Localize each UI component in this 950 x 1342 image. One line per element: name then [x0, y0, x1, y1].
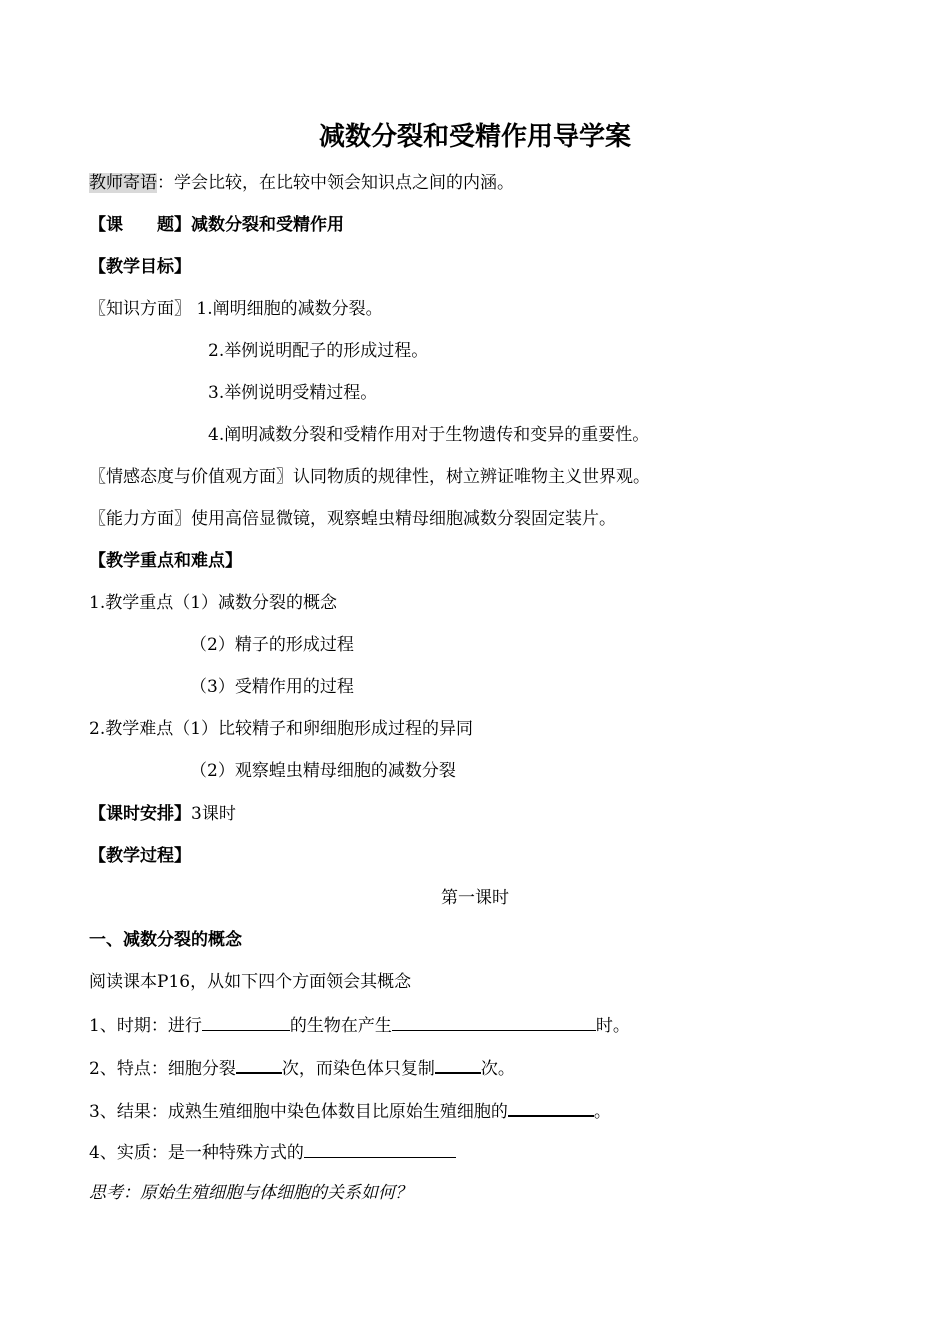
- knowledge-line-1: [89, 298, 383, 320]
- knowledge-item: 4.阐明减数分裂和受精作用对于生物遗传和变异的重要性。: [208, 425, 650, 445]
- difficult-point-item: （2）观察蝗虫精母细胞的减数分裂: [190, 761, 456, 781]
- key-point-item: （3）受精作用的过程: [190, 677, 354, 697]
- reading-instruction: 阅读课本P16，从如下四个方面领会其概念: [89, 972, 412, 992]
- topic-text: 减数分裂和受精作用: [191, 215, 344, 235]
- question-text: 的生物在产生: [289, 1016, 392, 1036]
- ability-goal: 〖能力方面〗使用高倍显微镜，观察蝗虫精母细胞减数分裂固定装片。: [89, 509, 616, 529]
- knowledge-item: 1.阐明细胞的减数分裂。: [196, 299, 383, 319]
- key-points-line-1: [89, 592, 337, 614]
- answer-blank[interactable]: [392, 1013, 596, 1031]
- knowledge-item: 2.举例说明配子的形成过程。: [208, 341, 429, 361]
- question-text: 次，而染色体只复制: [281, 1059, 435, 1079]
- lesson-title: 第一课时: [441, 888, 509, 908]
- question-text: 1、时期：进行: [89, 1016, 202, 1036]
- emotion-goal: 〖情感态度与价值观方面〗认同物质的规律性，树立辨证唯物主义世界观。: [89, 467, 650, 487]
- schedule-label: 【课时安排】: [89, 804, 191, 824]
- question-text: 3、结果：成熟生殖细胞中染色体数目比原始生殖细胞的: [89, 1102, 508, 1122]
- question-period: [89, 1013, 630, 1037]
- question-text: 4、实质：是一种特殊方式的: [89, 1143, 304, 1163]
- answer-blank[interactable]: [508, 1098, 594, 1117]
- key-points-label: 1.教学重点: [89, 593, 174, 613]
- difficult-points-line-1: [89, 718, 473, 740]
- question-text: 次。: [480, 1059, 515, 1079]
- schedule-line: [89, 803, 236, 825]
- teacher-note-label: 教师寄语: [89, 173, 157, 193]
- knowledge-label: 〖知识方面〗: [89, 299, 191, 319]
- difficult-points-label: 2.教学难点: [89, 719, 174, 739]
- question-text: 。: [593, 1102, 611, 1122]
- process-heading: 【教学过程】: [89, 846, 191, 866]
- teacher-note: [89, 172, 514, 194]
- schedule-text: 3课时: [191, 804, 236, 824]
- section-heading: 一、减数分裂的概念: [89, 930, 242, 950]
- key-point-item: （1）减数分裂的概念: [173, 593, 338, 613]
- topic-line: [89, 214, 344, 236]
- answer-blank[interactable]: [304, 1140, 456, 1158]
- answer-blank[interactable]: [435, 1055, 481, 1074]
- question-feature: [89, 1055, 515, 1080]
- key-point-item: （2）精子的形成过程: [190, 635, 354, 655]
- answer-blank[interactable]: [202, 1013, 290, 1031]
- question-result: [89, 1098, 611, 1123]
- goals-heading: 【教学目标】: [89, 257, 191, 277]
- question-text: 2、特点：细胞分裂: [89, 1059, 236, 1079]
- key-heading: 【教学重点和难点】: [89, 551, 242, 571]
- difficult-point-item: （1）比较精子和卵细胞形成过程的异同: [173, 719, 474, 739]
- answer-blank[interactable]: [236, 1055, 282, 1074]
- teacher-note-text: ：学会比较，在比较中领会知识点之间的内涵。: [157, 173, 514, 193]
- topic-label: 【课 题】: [89, 215, 191, 235]
- knowledge-item: 3.举例说明受精过程。: [208, 383, 378, 403]
- question-text: 时。: [595, 1016, 630, 1036]
- question-essence: [89, 1140, 456, 1164]
- document-title: 减数分裂和受精作用导学案: [318, 122, 631, 152]
- think-question: 思考：原始生殖细胞与体细胞的关系如何？: [89, 1183, 412, 1203]
